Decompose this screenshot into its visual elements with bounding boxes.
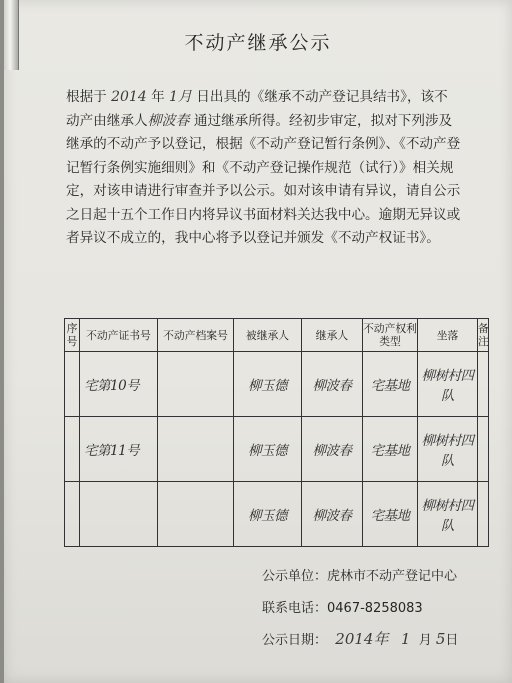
col-header-right-type: 不动产权利类型: [363, 319, 418, 352]
cell-seq: [65, 417, 80, 482]
cell-heir: 柳波春: [302, 482, 363, 547]
cell-location: 柳树村四队: [418, 352, 478, 417]
col-header-cert-no: 不动产证书号: [80, 319, 158, 352]
handwritten-year: 2014: [111, 89, 147, 105]
publisher-name: 虎林市不动产登记中心: [327, 569, 458, 584]
cell-decedent: 柳玉德: [234, 352, 302, 417]
handwritten-heir: 柳波春: [147, 112, 190, 129]
phone-number: 0467-8258083: [327, 601, 423, 616]
table-row: [65, 352, 489, 417]
cell-heir: 柳波春: [302, 352, 363, 417]
date-year: 2014年: [335, 630, 389, 648]
cell-archive-no: [158, 352, 234, 417]
cell-right-type: 宅基地: [363, 482, 418, 547]
col-header-heir: 继承人: [302, 319, 363, 352]
cell-note: [478, 352, 489, 417]
notice-text-3: 日出具的《继承不动产登记具结书》，该不动产由继承人: [66, 89, 448, 129]
col-header-decedent: 被继承人: [234, 319, 302, 352]
table-row: [65, 417, 489, 482]
cell-archive-no: [158, 482, 234, 547]
cell-cert-no: 宅第11号: [80, 417, 158, 482]
date-day: 5: [435, 630, 446, 648]
cell-right-type: 宅基地: [363, 417, 418, 482]
date-month: 1: [400, 630, 411, 648]
publisher-label: 公示单位：: [262, 569, 328, 584]
date-month-suffix: 月: [418, 633, 432, 648]
col-header-note: 备注: [478, 319, 489, 352]
page-title: 不动产继承公示: [184, 32, 332, 54]
cell-cert-no: 宅第10号: [80, 352, 158, 417]
cell-decedent: 柳玉德: [234, 482, 302, 547]
notice-paper: [4, 0, 512, 683]
cell-location: 柳树村四队: [418, 482, 478, 547]
phone-label: 联系电话：: [262, 601, 328, 616]
cell-right-type: 宅基地: [363, 352, 418, 417]
cell-seq: [65, 352, 80, 417]
notice-text-1: 根据于: [66, 89, 107, 105]
cell-archive-no: [158, 417, 234, 482]
cell-heir: 柳波春: [302, 417, 363, 482]
date-line: [262, 628, 458, 649]
col-header-archive-no: 不动产档案号: [158, 319, 234, 352]
property-table: [64, 318, 489, 547]
publisher-line: [262, 565, 457, 584]
table-row: [65, 482, 489, 547]
cell-location: 柳树村四队: [418, 417, 478, 482]
date-day-suffix: 日: [445, 633, 459, 648]
cell-note: [478, 482, 489, 547]
cell-cert-no: [80, 482, 158, 547]
notice-text-4: 通过继承所得。经初步审定，拟对下列涉及继承的不动产予以登记，根据《不动产登记暂行条例》、《不动产登记暂行条例实施细则》和《不动产登记操作规范（试行）》相关规定，对该申请进行审查并予以公示。如对该申请有异议，请自公示之日起十五个工作日内将异议书面材料关达我中心。逾期无异议或者异议不成立的，我中心将予以登记并颁发《不动产权证书》。: [66, 112, 461, 246]
notice-text-2: 年: [151, 89, 165, 105]
date-label: 公示日期：: [262, 633, 328, 648]
cell-decedent: 柳玉德: [234, 417, 302, 482]
handwritten-month: 1月: [169, 89, 192, 105]
cell-seq: [65, 482, 80, 547]
col-header-location: 坐落: [418, 319, 478, 352]
notice-body: [66, 86, 461, 251]
phone-line: [262, 597, 423, 616]
col-header-seq: 序号: [65, 319, 80, 352]
table-header-row: [65, 319, 489, 352]
cell-note: [478, 417, 489, 482]
